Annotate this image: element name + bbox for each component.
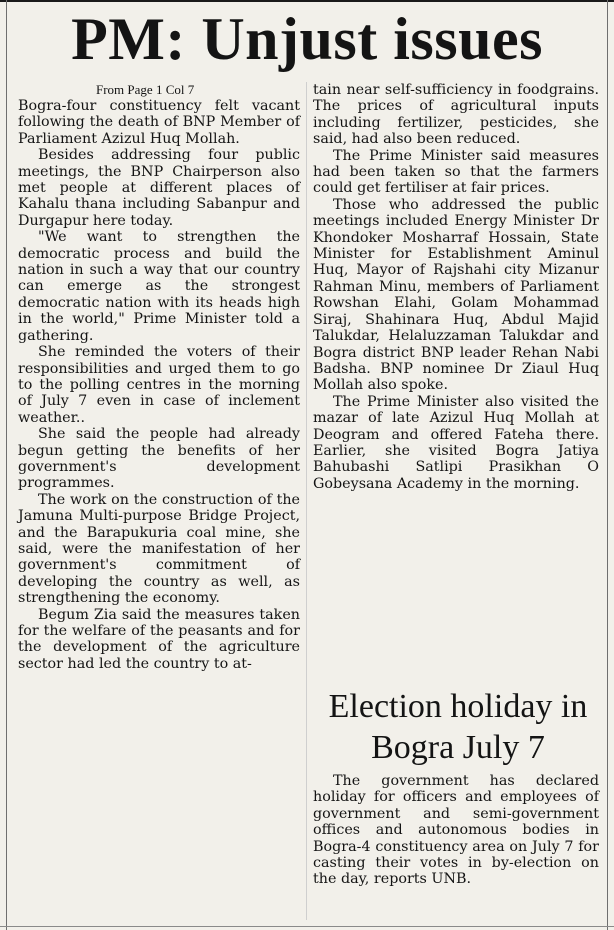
sidebar-body: The government has declared holiday for officers and employees of government and semi-government offices and autonomous bodies in Bogra-4 constituency area on July 7 for casting their votes in by-election on the day, reports UNB. <box>313 773 599 888</box>
article-paragraph: She reminded the voters of their responsibilities and urged them to go to the polling centres in the morning of July 7 even in case of inclement weather.. <box>18 344 300 426</box>
sidebar-headline: Election holiday in Bogra July 7 <box>328 688 588 766</box>
article-paragraph: The Prime Minister also visited the mazar of late Azizul Huq Mollah at Deogram and offered Fateha there. Earlier, she visited Bogra Jatiya Bahubashi Satlipi Prasikhan O Gobeysana Academy in the morning. <box>313 393 599 492</box>
top-rule <box>0 0 614 2</box>
article-paragraph: tain near self-sufficiency in foodgrains. The prices of agricultural inputs including fertilizer, pesticides, she said, had also been reduced. <box>313 82 599 148</box>
right-column <box>313 82 599 492</box>
article-paragraph: Bogra-four constituency felt vacant following the death of BNP Member of Parliament Azizul Huq Mollah. <box>18 98 300 147</box>
bottom-rule <box>0 926 614 927</box>
left-column-rule <box>6 0 7 930</box>
left-column <box>18 82 300 672</box>
article-paragraph: Begum Zia said the measures taken for the welfare of the peasants and for the development of the agriculture sector had led the country to at- <box>18 606 300 672</box>
right-column-rule <box>607 0 608 930</box>
article-paragraph: She said the people had already begun getting the benefits of her government's development programmes. <box>18 426 300 492</box>
article-paragraph: The Prime Minister said measures had been taken so that the farmers could get fertiliser at fair prices. <box>313 147 599 197</box>
column-divider <box>306 82 307 920</box>
article-headline: PM: Unjust issues <box>71 6 543 72</box>
article-paragraph: Those who addressed the public meetings included Energy Minister Dr Khondoker Mosharraf Hossain, State Minister for Establishment Aminul Huq, Mayor of Rajshahi city Mizanur Rahman Minu, members of Parliament Rowshan Elahi, Golam Mohammad Siraj, Shahinara Huq, Abdul Majid Talukdar, Helaluzzaman Talukdar and Bogra district BNP leader Rehan Nabi Badsha. BNP nominee Dr Ziaul Huq Mollah also spoke. <box>313 196 599 394</box>
article-paragraph: "We want to strengthen the democratic process and build the nation in such a way that our country can emerge as the strongest democratic nation with its heads high in the world," Prime Minister told a gathering. <box>18 229 300 344</box>
article-paragraph: Besides addressing four public meetings, the BNP Chairperson also met people at different places of Kahalu thana including Sabanpur and Durgapur here today. <box>18 147 300 229</box>
jump-line: From Page 1 Col 7 <box>96 82 195 97</box>
article-paragraph: The work on the construction of the Jamuna Multi-purpose Bridge Project, and the Barapukuria coal mine, she said, were the manifestation of her government's commitment of developing the country as well, as strengthening the economy. <box>18 491 300 607</box>
